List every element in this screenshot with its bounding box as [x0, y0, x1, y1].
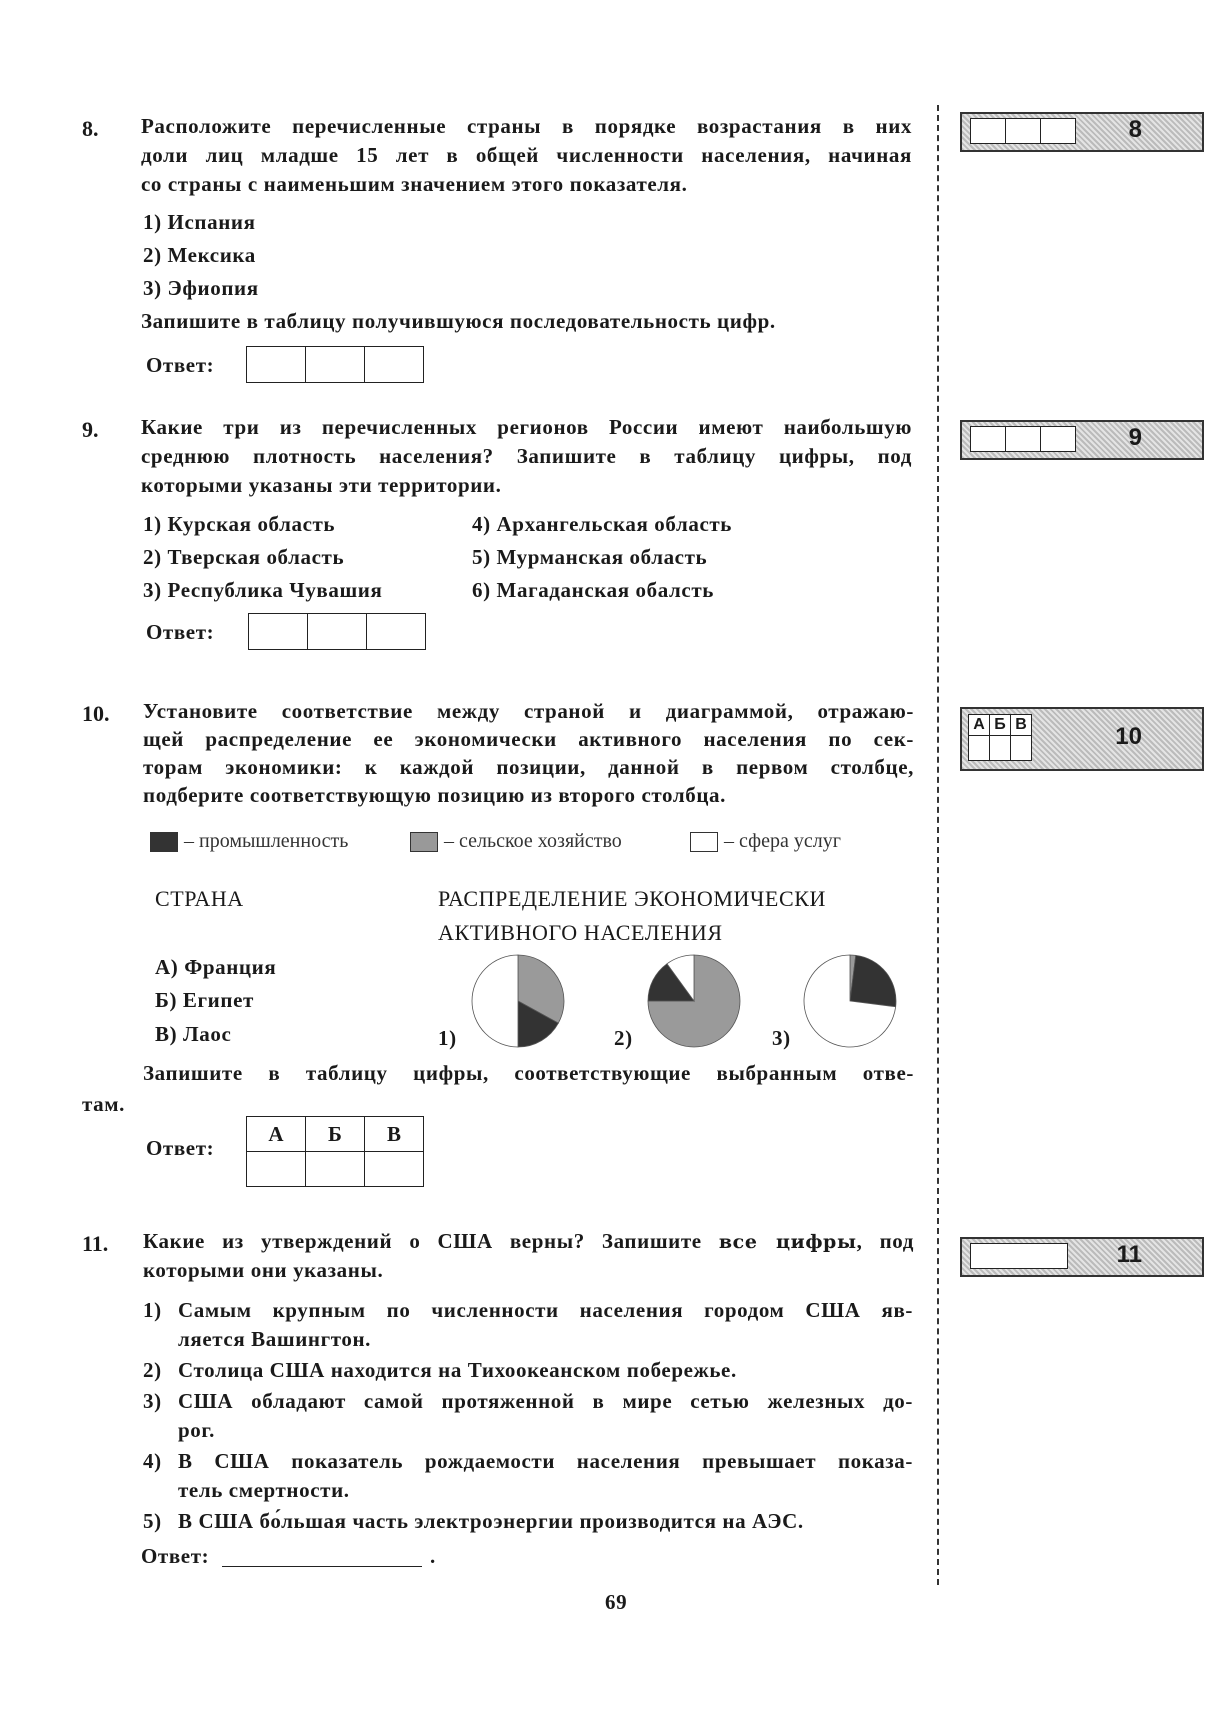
q8-option: 2) Мексика	[143, 243, 256, 267]
q11-text	[143, 1229, 914, 1254]
q10-instruction: Запишите в таблицу цифры, соответствующие выбранным отве-	[143, 1061, 914, 1085]
side-abv-table	[968, 714, 1032, 761]
q9-option: 5) Мурманская область	[472, 545, 708, 569]
bold-text: все цифры	[718, 1231, 857, 1253]
q11-option-number: 1)	[143, 1298, 162, 1322]
page-number: 69	[605, 1590, 628, 1614]
side-header: А	[969, 715, 990, 736]
q10-answer-table[interactable]	[246, 1116, 424, 1187]
side-header: В	[1011, 715, 1032, 736]
q11-option-text: тель смертности.	[178, 1478, 350, 1502]
q10-number: 10.	[82, 701, 110, 726]
q8-option: 1) Испания	[143, 210, 256, 234]
q10-side-box	[960, 707, 1204, 771]
q10-instruction: там.	[82, 1092, 126, 1116]
q8-option: 3) Эфиопия	[143, 276, 259, 300]
side-label: 8	[1128, 116, 1142, 143]
q11-option-number: 5)	[143, 1509, 162, 1533]
q9-text: Какие три из перечисленных регионов России имеют наибольшую	[141, 415, 912, 439]
text: , под	[856, 1229, 914, 1253]
q9-option: 2) Тверская область	[143, 545, 345, 569]
q8-text: Расположите перечисленные страны в порядке возрастания в них	[141, 114, 912, 138]
q10-text: торам экономики: к каждой позиции, данной в первом столбце,	[143, 755, 914, 779]
q11-option-text: США обладают самой протяженной в мире сетью железных до-	[178, 1389, 913, 1413]
q11-answer-line[interactable]	[222, 1566, 422, 1567]
q10-text: Установите соответствие между страной и диаграммой, отражаю-	[143, 699, 914, 723]
q9-option: 6) Магаданская обалсть	[472, 578, 714, 602]
side-header: Б	[990, 715, 1011, 736]
col2-title: РАСПРЕДЕЛЕНИЕ ЭКОНОМИЧЕСКИ	[438, 886, 827, 911]
q11-option-number: 2)	[143, 1358, 162, 1382]
q9-number: 9.	[82, 417, 99, 442]
legend-label: – сельское хозяйство	[444, 830, 622, 852]
pie-label: 3)	[772, 1026, 791, 1050]
q11-option-text: В США бо́льшая часть электроэнергии производится на АЭС.	[178, 1509, 804, 1533]
q9-option: 1) Курская область	[143, 512, 336, 536]
q10-text: щей распределение ее экономически активного населения по сек-	[143, 727, 914, 751]
pie-slice-сфера услуг	[472, 955, 518, 1047]
col2-title: АКТИВНОГО НАСЕЛЕНИЯ	[438, 920, 723, 945]
answer-cell[interactable]	[365, 1152, 424, 1187]
pie-label: 2)	[614, 1026, 633, 1050]
q10-answer-label: Ответ:	[146, 1136, 215, 1160]
side-label: 9	[1128, 424, 1142, 451]
answer-cell[interactable]	[247, 1152, 306, 1187]
q11-number: 11.	[82, 1231, 109, 1256]
header-v: В	[365, 1117, 424, 1152]
q11-option-number: 3)	[143, 1389, 162, 1413]
period: .	[430, 1544, 436, 1568]
text: Какие из утверждений о США верны? Запишите	[143, 1229, 719, 1253]
pie-label: 1)	[438, 1026, 457, 1050]
q8-number: 8.	[82, 116, 99, 141]
country: В) Лаос	[155, 1022, 232, 1046]
q10-text: подберите соответствующую позицию из второго столбца.	[143, 783, 726, 807]
header-b: Б	[306, 1117, 365, 1152]
legend-label: – промышленность	[184, 830, 349, 852]
pie-slice-промышленность	[850, 955, 896, 1006]
q9-text: среднюю плотность населения? Запишите в таблицу цифры, под	[141, 444, 912, 468]
q8-text: со страны с наименьшим значением этого показателя.	[141, 172, 688, 196]
q11-option-text: В США показатель рождаемости населения превышает показа-	[178, 1449, 913, 1473]
q9-option: 3) Республика Чувашия	[143, 578, 383, 602]
q11-text: которыми они указаны.	[143, 1258, 384, 1282]
q11-answer-label: Ответ:	[141, 1544, 210, 1568]
q11-option-text: рог.	[178, 1418, 215, 1442]
col1-title: СТРАНА	[155, 886, 244, 911]
q8-text: доли лиц младше 15 лет в общей численности населения, начиная	[141, 143, 912, 167]
side-label: 11	[1116, 1241, 1142, 1268]
q11-option-number: 4)	[143, 1449, 162, 1473]
legend-label: – сфера услуг	[724, 830, 841, 852]
q9-option: 4) Архангельская область	[472, 512, 732, 536]
side-label: 10	[1115, 723, 1142, 750]
q11-option-text: Самым крупным по численности населения городом США яв-	[178, 1298, 913, 1322]
q8-answer-label: Ответ:	[146, 353, 215, 377]
country: Б) Египет	[155, 988, 254, 1012]
q9-answer-label: Ответ:	[146, 620, 215, 644]
q9-text: которыми указаны эти территории.	[141, 473, 502, 497]
answer-cell[interactable]	[306, 1152, 365, 1187]
q11-side-box	[960, 1237, 1204, 1277]
q8-instruction: Запишите в таблицу получившуюся последовательность цифр.	[141, 309, 776, 333]
q11-option-text: Столица США находится на Тихоокеанском побережье.	[178, 1358, 737, 1382]
country: А) Франция	[155, 955, 277, 979]
q11-option-text: ляется Вашингтон.	[178, 1327, 372, 1351]
header-a: А	[247, 1117, 306, 1152]
